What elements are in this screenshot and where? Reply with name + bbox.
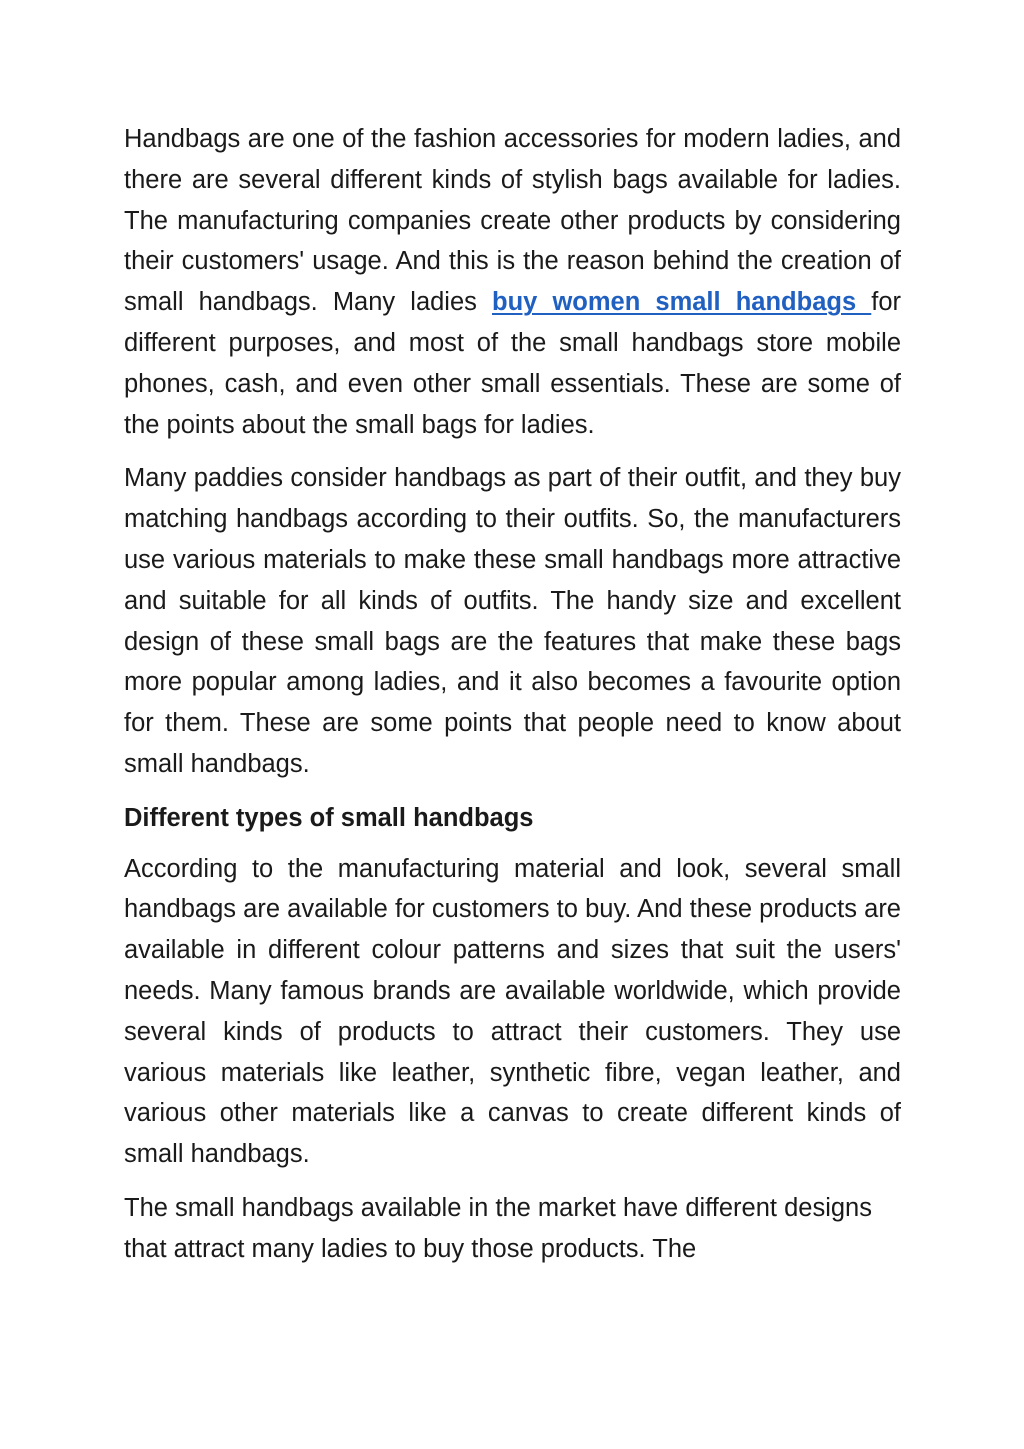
paragraph-intro-text-end: for different purposes, and most of the small handbags store mobile phones, cash, and even other small essentials. These are some of the points about the small bags for ladies. [124, 288, 902, 439]
section-heading-types: Different types of small handbags [124, 803, 534, 832]
paragraph-outfits: Many paddies consider handbags as part of their outfit, and they buy matching handbags according to their outfits. So, the manufacturers use various materials to make these small handbags more attractive and suitable for all kinds of outfits. The handy size and excellent design of these small bags are the features that make these bags more popular among ladies, and it also becomes a favourite option for them. These are some points that people need to know about small handbags. [124, 464, 901, 778]
document-body [124, 119, 901, 1283]
paragraph-intro-text-start: Handbags are one of the fashion accessories for modern ladies, and there are several different kinds of stylish bags available for ladies. The manufacturing companies create other products by considering their customers' usage. And this is the reason behind the creation of small handbags. Many ladies [124, 125, 901, 317]
paragraph-intro [124, 119, 901, 445]
buy-women-small-handbags-link[interactable]: buy women small handbags [492, 288, 872, 317]
paragraph-materials: According to the manufacturing material and look, several small handbags are available for customers to buy. And these products are available in different colour patterns and sizes that suit the users' needs. Many famous brands are available worldwide, which provide several kinds of products to attract their customers. They use various materials like leather, synthetic fibre, vegan leather, and various other materials like a canvas to create different kinds of small handbags. [124, 854, 901, 1169]
paragraph-designs: The small handbags available in the market have different designs that attract many ladies to buy those products. The [124, 1193, 872, 1263]
